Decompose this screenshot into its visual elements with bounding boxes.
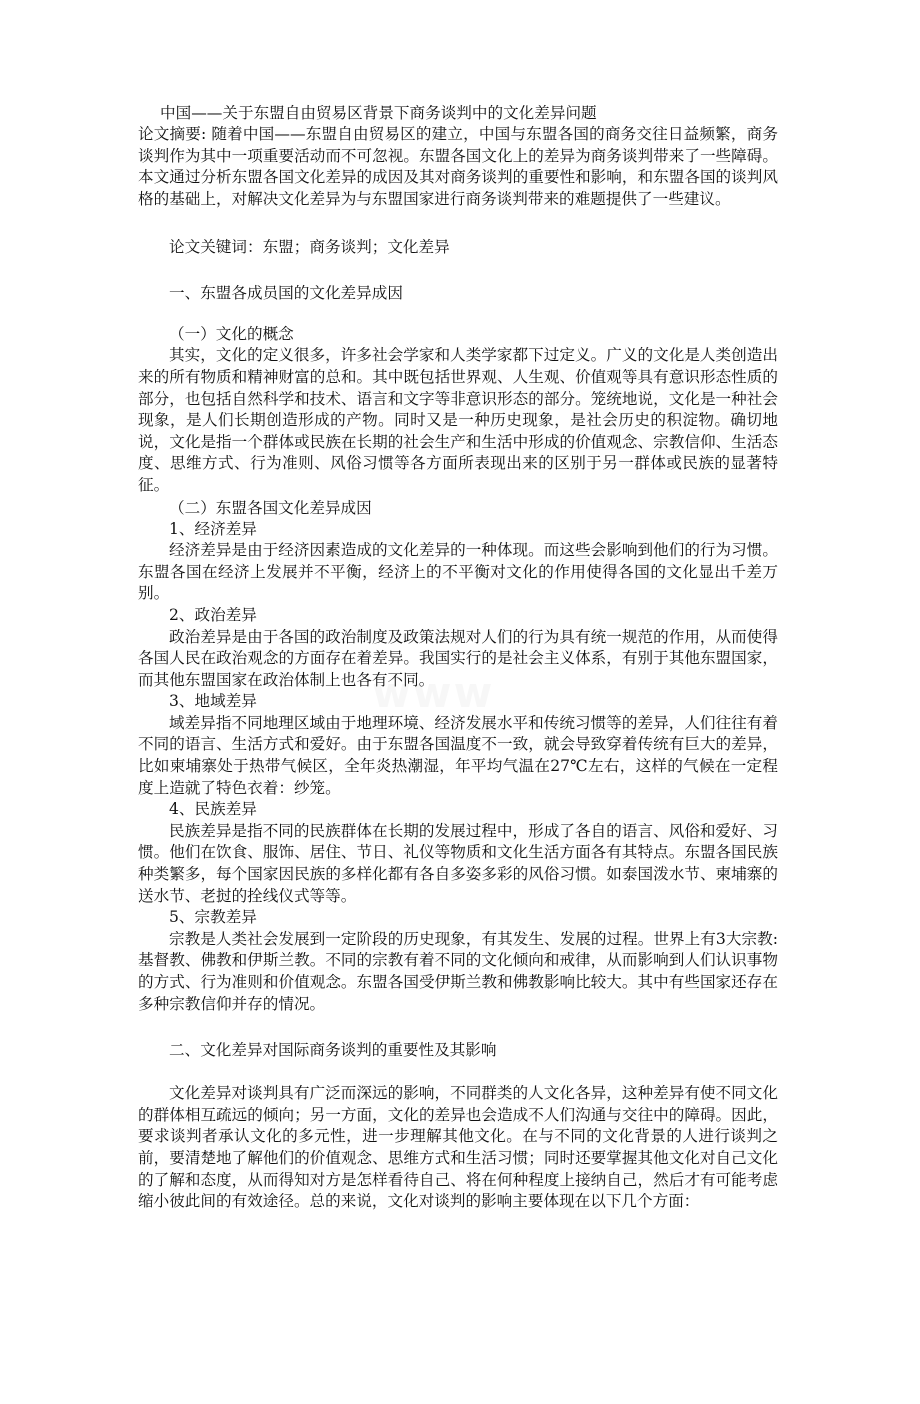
item-text-religious: 宗教是人类社会发展到一定阶段的历史现象，有其发生、发展的过程。世界上有3大宗教: 基督教、佛教和伊斯兰教。不同的宗教有着不同的文化倾向和戒律，从而影响到人们认识事物的方式、行为准则和价值观念。东盟各国受伊斯兰教和佛教影响比较大。其中有些国家还存在多种宗教信仰并存的情况。 xyxy=(138,929,778,1013)
subsection-heading-causes: （二）东盟各国文化差异成因 xyxy=(169,498,372,517)
culture-concept-paragraph: 其实，文化的定义很多，许多社会学家和人类学家都下过定义。广义的文化是人类创造出来的所有物质和精神财富的总和。其中既包括世界观、人生观、价值观等具有意识形态性质的部分，也包括自然科学和技术、语言和文字等非意识形态的部分。笼统地说，文化是一种社会现象，是人们长期创造形成的产物。同时又是一种历史现象，是社会历史的积淀物。确切地说，文化是指一个群体或民族在长期的社会生产和生活中形成的价值观念、宗教信仰、生活态度、思维方式、行为准则、风俗习惯等各方面所表现出来的区别于另一群体或民族的显著特征。 xyxy=(138,346,778,494)
item-text-economic: 经济差异是由于经济因素造成的文化差异的一种体现。而这些会影响到他们的行为习惯。东盟各国在经济上发展并不平衡，经济上的不平衡对文化的作用使得各国的文化显出千差万别。 xyxy=(138,541,778,603)
item-label-regional: 3、地域差异 xyxy=(169,692,257,711)
item-label-religious: 5、宗教差异 xyxy=(169,908,257,927)
item-text-ethnic: 民族差异是指不同的民族群体在长期的发展过程中，形成了各自的语言、风俗和爱好、习惯。他们在饮食、服饰、居住、节日、礼仪等物质和文化生活方面各有其特点。东盟各国民族种类繁多，每个国家因民族的多样化都有各自多姿多彩的风俗习惯。如泰国泼水节、柬埔寨的送水节、老挝的拴线仪式等等。 xyxy=(138,821,778,905)
abstract-paragraph: 论文摘要: 随着中国——东盟自由贸易区的建立，中国与东盟各国的商务交往日益频繁，商务谈判作为其中一项重要活动而不可忽视。东盟各国文化上的差异为商务谈判带来了一些障碍。本文通过分析东盟各国文化差异的成因及其对商务谈判的重要性和影响，和东盟各国的谈判风格的基础上，对解决文化差异为与东盟国家进行商务谈判带来的难题提供了一些建议。 xyxy=(138,125,778,208)
item-label-economic: 1、经济差异 xyxy=(169,519,257,538)
item-label-ethnic: 4、民族差异 xyxy=(169,800,257,819)
subsection-heading-culture-concept: （一）文化的概念 xyxy=(169,325,294,344)
section2-paragraph: 文化差异对谈判具有广泛而深远的影响，不同群类的人文化各异，这种差异有使不同文化的群体相互疏远的倾向；另一方面，文化的差异也会造成不人们沟通与交往中的障碍。因此，要求谈判者承认文化的多元性，进一步理解其他文化。在与不同的文化背景的人进行谈判之前，要清楚地了解他们的价值观念、思维方式和生活习惯；同时还要掌握其他文化对自己文化的了解和态度，从而得知对方是怎样看待自己、将在何种程度上接纳自己，然后才有可能考虑缩小彼此间的有效途径。总的来说，文化对谈判的影响主要体现在以下几个方面： xyxy=(138,1084,778,1211)
watermark xyxy=(372,668,552,738)
item-label-political: 2、政治差异 xyxy=(169,605,257,624)
item-text-regional: 域差异指不同地理区域由于地理环境、经济发展水平和传统习惯等的差异，人们往往有着不同的语言、生活方式和爱好。由于东盟各国温度不一致，就会导致穿着传统有巨大的差异，比如柬埔寨处于热带气候区，全年炎热潮湿，年平均气温在27℃左右，这样的气候在一定程度上造就了特色衣着：纱笼。 xyxy=(138,713,778,797)
document-title: 中国——关于东盟自由贸易区背景下商务谈判中的文化差异问题 xyxy=(160,104,597,122)
keywords-line: 论文关键词：东盟；商务谈判；文化差异 xyxy=(169,238,450,257)
section-heading-1: 一、东盟各成员国的文化差异成因 xyxy=(169,284,403,303)
section-heading-2: 二、文化差异对国际商务谈判的重要性及其影响 xyxy=(169,1041,497,1060)
document-page xyxy=(0,102,920,1404)
item-text-political: 政治差异是由于各国的政治制度及政策法规对人们的行为具有统一规范的作用，从而使得各国人民在政治观念的方面存在着差异。我国实行的是社会主义体系，有别于其他东盟国家，而其他东盟国家在政治体制上也各有不同。 xyxy=(138,627,778,689)
